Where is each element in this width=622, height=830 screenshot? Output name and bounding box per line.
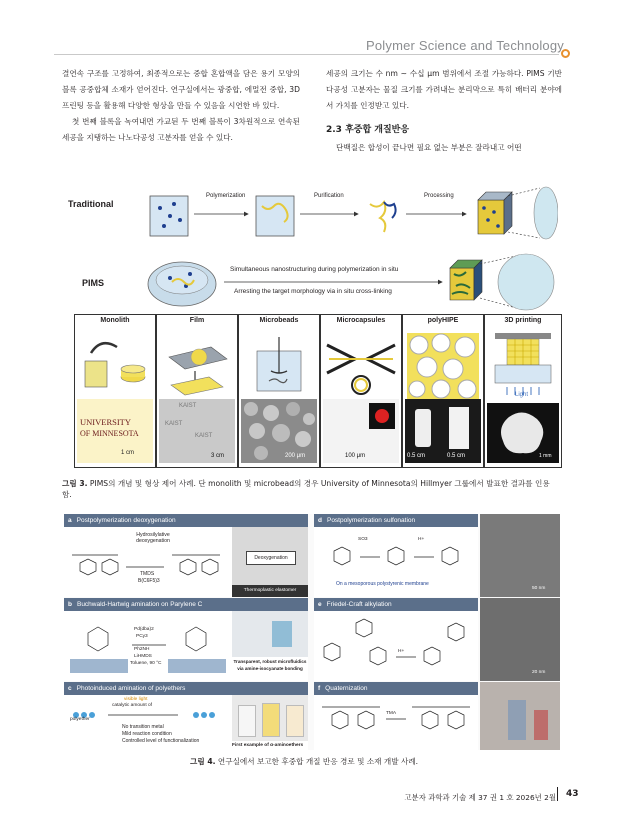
polyhipe-photo (405, 399, 481, 463)
panel-microcapsules-title: Microcapsules (336, 317, 386, 324)
panel-b-text-4: LiHMDS (134, 654, 152, 659)
footer-text: 고분자 과학과 기술 제 37 권 1 호 2026년 2월 (404, 793, 556, 802)
left-paragraph-1: 결연속 구조를 고정하여, 최종적으로는 중합 혼합액을 담은 용기 모양의 블록 공중합체 소재가 얻어진다. 연구실에서는 광중합, 에멀전 중합, 3D 프린팅 등을 활용해 다양한 형상을 만들 수 있음을 시연한 바 있다. (62, 69, 300, 110)
panel-b-text-2: PCy3 (136, 634, 148, 639)
scale-monolith: 1 cm (121, 450, 135, 456)
panel-film-title: Film (189, 317, 205, 324)
scale-printing: 1 mm (539, 453, 552, 459)
panel-d-text-2: SO3 (358, 537, 368, 542)
figure-4-caption (190, 756, 570, 767)
panel-d-text-3: H+ (418, 537, 425, 542)
panel-f-text-1: TMA (386, 711, 397, 716)
scale-microcapsules: 100 μm (345, 453, 366, 459)
panel-e-scale: 20 nm (532, 670, 546, 675)
microbeads-diagram (243, 333, 315, 399)
monolith-photo (77, 399, 153, 463)
panel-3d-printing (484, 314, 562, 468)
panel-f-photo (480, 682, 560, 750)
right-column (326, 66, 562, 156)
scale-polyhipe-1: 0.5 cm (407, 453, 426, 459)
film-diagram (161, 333, 233, 399)
panel-3d-printing-title: 3D printing (504, 317, 542, 324)
panel-f-title: Quaternization (325, 685, 368, 692)
panel-b-header (64, 598, 308, 611)
right-paragraph-2: 단백질은 합성이 끝나면 필요 없는 부분은 잘라내고 어떤 (336, 143, 522, 152)
panel-d-photo (480, 514, 560, 597)
step-processing: Processing (424, 193, 454, 199)
panel-b-text-5: Toluene, 90 °C (130, 661, 162, 666)
panel-c-text-7: First example of α-aminoethers (232, 743, 304, 748)
panel-polyhipe (402, 314, 484, 468)
panel-f-header (314, 682, 478, 695)
panel-f-scheme (320, 699, 470, 747)
panel-c-text-3: polyether (70, 717, 90, 722)
film-label-3: KAIST (195, 433, 213, 439)
panel-a-title: Postpolymerization deoxygenation (76, 517, 176, 524)
panel-e-photo (480, 598, 560, 681)
polyhipe-diagram (407, 333, 479, 399)
panel-a-header (64, 514, 308, 527)
panel-polyhipe-title: polyHIPE (427, 317, 459, 324)
panel-a-photo (232, 527, 308, 597)
panel-a-text-2: TMDS (140, 571, 155, 577)
figure-3-caption-text: PIMS의 개념 및 형상 제어 사례. 단 monolith 및 microbead의 경우 University of Minnesota의 Hillmyer 그룹에서 발표한 결과를 인용함. (62, 479, 550, 499)
panel-e-header (314, 598, 478, 611)
printing-photo (487, 403, 559, 463)
left-paragraph-2: 첫 번째 블록을 녹여내면 가교된 두 번째 블록이 3차원적으로 연속된 세공을 지탱하는 나노다공성 고분자를 얻을 수 있다. (62, 117, 300, 142)
scale-microbeads: 200 μm (285, 453, 306, 459)
panel-b-text-7: via amine-isocyanate bonding (237, 666, 303, 671)
panel-c-title: Photoinduced amination of polyethers (76, 685, 186, 692)
header-rule (54, 54, 559, 55)
panel-f-letter: f (318, 685, 321, 692)
panel-d-scheme (320, 535, 470, 577)
umn-text-2: OF MINNESOTA (80, 429, 139, 438)
panel-d-title: Postpolymerization sulfonation (326, 517, 416, 524)
panel-film (156, 314, 238, 468)
panel-b-letter: b (68, 601, 72, 608)
panel-b-text-6: Transparent, robust microfluidics (233, 659, 307, 664)
footer-divider (557, 787, 558, 801)
left-column (62, 66, 300, 146)
panel-c-text-2: catalytic amount of (112, 703, 152, 708)
pims-process-diagram (142, 252, 562, 312)
panel-d-letter: d (318, 517, 322, 524)
panel-c-scheme (68, 705, 228, 725)
panel-monolith-title: Monolith (100, 317, 130, 324)
beads-texture (241, 399, 317, 463)
step-polymerization: Polymerization (206, 193, 246, 199)
panel-a-text-1: Hydrosilylative deoxygenation (136, 532, 170, 544)
panel-b-body (64, 611, 308, 681)
journal-title: Polymer Science and Technology (366, 38, 564, 53)
right-paragraph-1: 세공의 크기는 수 nm ~ 수십 μm 범위에서 조절 가능하다. PIMS 기반 다공성 고분자는 물질 크기를 가려내는 분리막으로 특히 배터리 분야에서 가치를 인정받고 있다. (326, 69, 562, 110)
film-label-2: KAIST (165, 421, 183, 427)
panel-d-body (314, 527, 478, 597)
pims-label: PIMS (82, 278, 105, 288)
section-title: 2.3 후중합 개질반응 (326, 125, 410, 135)
umn-text-1: UNIVERSITY (80, 417, 131, 427)
monolith-diagram (79, 333, 151, 393)
microcapsules-photo (323, 399, 399, 463)
panel-c-text-4: No transition metal (122, 724, 164, 730)
panel-c-text-1: visible light (124, 697, 148, 702)
header-dot (561, 49, 570, 58)
step-purification: Purification (314, 193, 344, 199)
film-photo (159, 399, 235, 463)
panel-c-text-5: Mild reaction condition (122, 731, 172, 737)
panel-c-letter: c (68, 685, 72, 692)
thermoplastic-label: Thermoplastic elastomer (232, 585, 308, 597)
panel-e-scheme (320, 617, 470, 677)
panel-c-header (64, 682, 308, 695)
deoxygenation-tag: Deoxygenation (246, 551, 296, 565)
panel-e-title: Friedel-Craft alkylation (326, 601, 392, 608)
traditional-label: Traditional (68, 199, 114, 209)
panel-c-text-6: Controlled level of functionalization (122, 738, 200, 744)
figure-3 (62, 180, 562, 470)
panel-a-text-3: B(C6F5)3 (138, 578, 160, 584)
panel-e-text-1: H+ (398, 649, 405, 654)
panel-b-title: Buchwald-Hartwig amination on Parylene C (76, 601, 203, 608)
panel-microbeads-title: Microbeads (259, 317, 299, 324)
panel-b-photo (232, 611, 308, 657)
pims-line-2: Arresting the target morphology via in situ cross-linking (234, 288, 392, 295)
page-number: 43 (566, 789, 579, 799)
panel-monolith (74, 314, 156, 468)
figure-4-caption-label: 그림 4. (190, 757, 216, 766)
film-label-1: KAIST (179, 403, 197, 409)
panel-b-text-3: Ph2NH (134, 647, 150, 652)
panel-a-body (64, 527, 308, 597)
scale-polyhipe-2: 0.5 cm (447, 453, 466, 459)
panel-f-body (314, 695, 478, 750)
figure-4 (64, 514, 560, 750)
scale-film: 3 cm (211, 453, 225, 459)
panel-c-photo (232, 695, 308, 741)
panel-microcapsules (320, 314, 402, 468)
microbeads-photo (241, 399, 317, 463)
panel-microbeads (238, 314, 320, 468)
panel-c-body (64, 695, 308, 750)
figure-4-caption-text: 연구실에서 보고한 후중합 개질 반응 경로 및 소재 개발 사례. (217, 757, 419, 766)
light-label: Light (515, 392, 529, 398)
figure-3-caption (62, 478, 558, 500)
pims-line-1: Simultaneous nanostructuring during polymerization in situ (230, 266, 399, 273)
figure-3-caption-label: 그림 3. (62, 479, 88, 488)
panel-d-header (314, 514, 478, 527)
microcapsules-diagram (325, 333, 397, 399)
panel-d-scale: 50 nm (532, 586, 546, 591)
panel-e-body (314, 611, 478, 681)
capsule-inset (369, 403, 395, 429)
panel-b-text-1: Pd(dba)2 (134, 627, 154, 632)
panel-d-text-1: On a mesoporous polystyrenic membrane (336, 581, 429, 587)
printing-diagram (489, 331, 557, 401)
panel-a-letter: a (68, 517, 72, 524)
panel-e-letter: e (318, 601, 322, 608)
